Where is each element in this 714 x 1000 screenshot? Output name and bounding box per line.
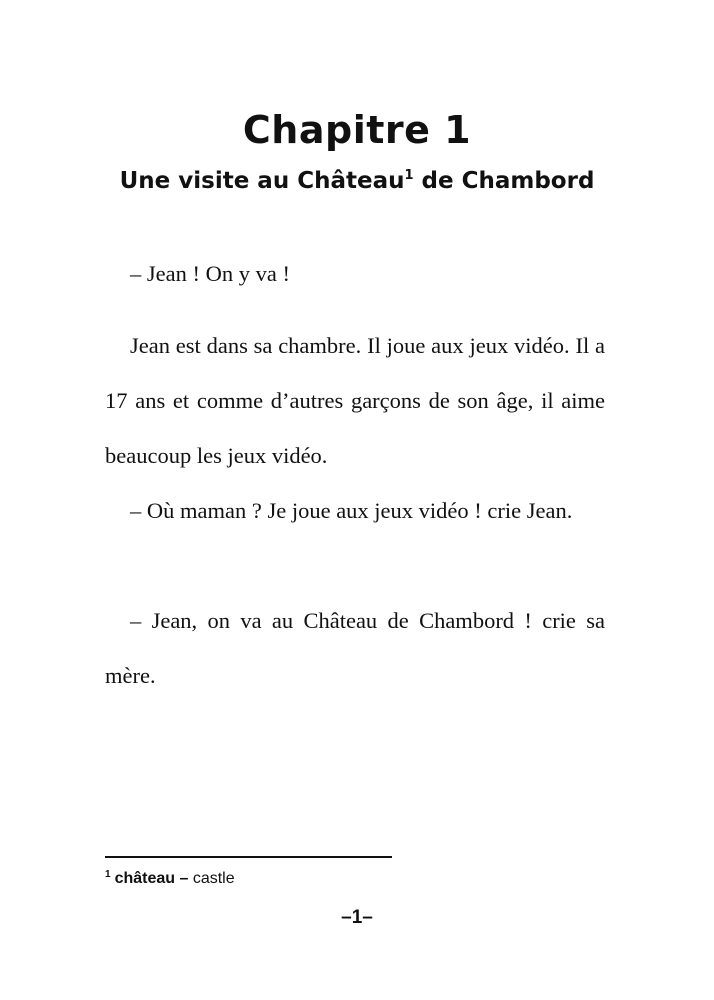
paragraph: Jean est dans sa chambre. Il joue aux jeux vidéo. Il a 17 ans et comme d’autres garçons de son âge, il aime beaucoup les jeux vidéo. [105, 333, 605, 468]
footnote-divider [105, 856, 392, 858]
subtitle-main: Une visite au Château [119, 168, 405, 194]
footnote-number: 1 [105, 869, 111, 880]
paragraph: – Jean ! On y va ! [130, 261, 290, 286]
chapter-subtitle [0, 168, 714, 194]
footnote-term: château – [114, 870, 189, 887]
chapter-title: Chapitre 1 [242, 108, 472, 152]
footnote [105, 870, 235, 888]
paragraph: – Où maman ? Je joue aux jeux vidéo ! crie Jean. [130, 498, 573, 523]
footnote-definition: castle [188, 870, 235, 887]
paragraph: – Jean, on va au Château de Chambord ! crie sa mère. [105, 608, 605, 688]
page-number: –1– [341, 907, 373, 928]
footnote-reference: 1 [404, 168, 414, 183]
subtitle-rest: de Chambord [413, 168, 595, 194]
